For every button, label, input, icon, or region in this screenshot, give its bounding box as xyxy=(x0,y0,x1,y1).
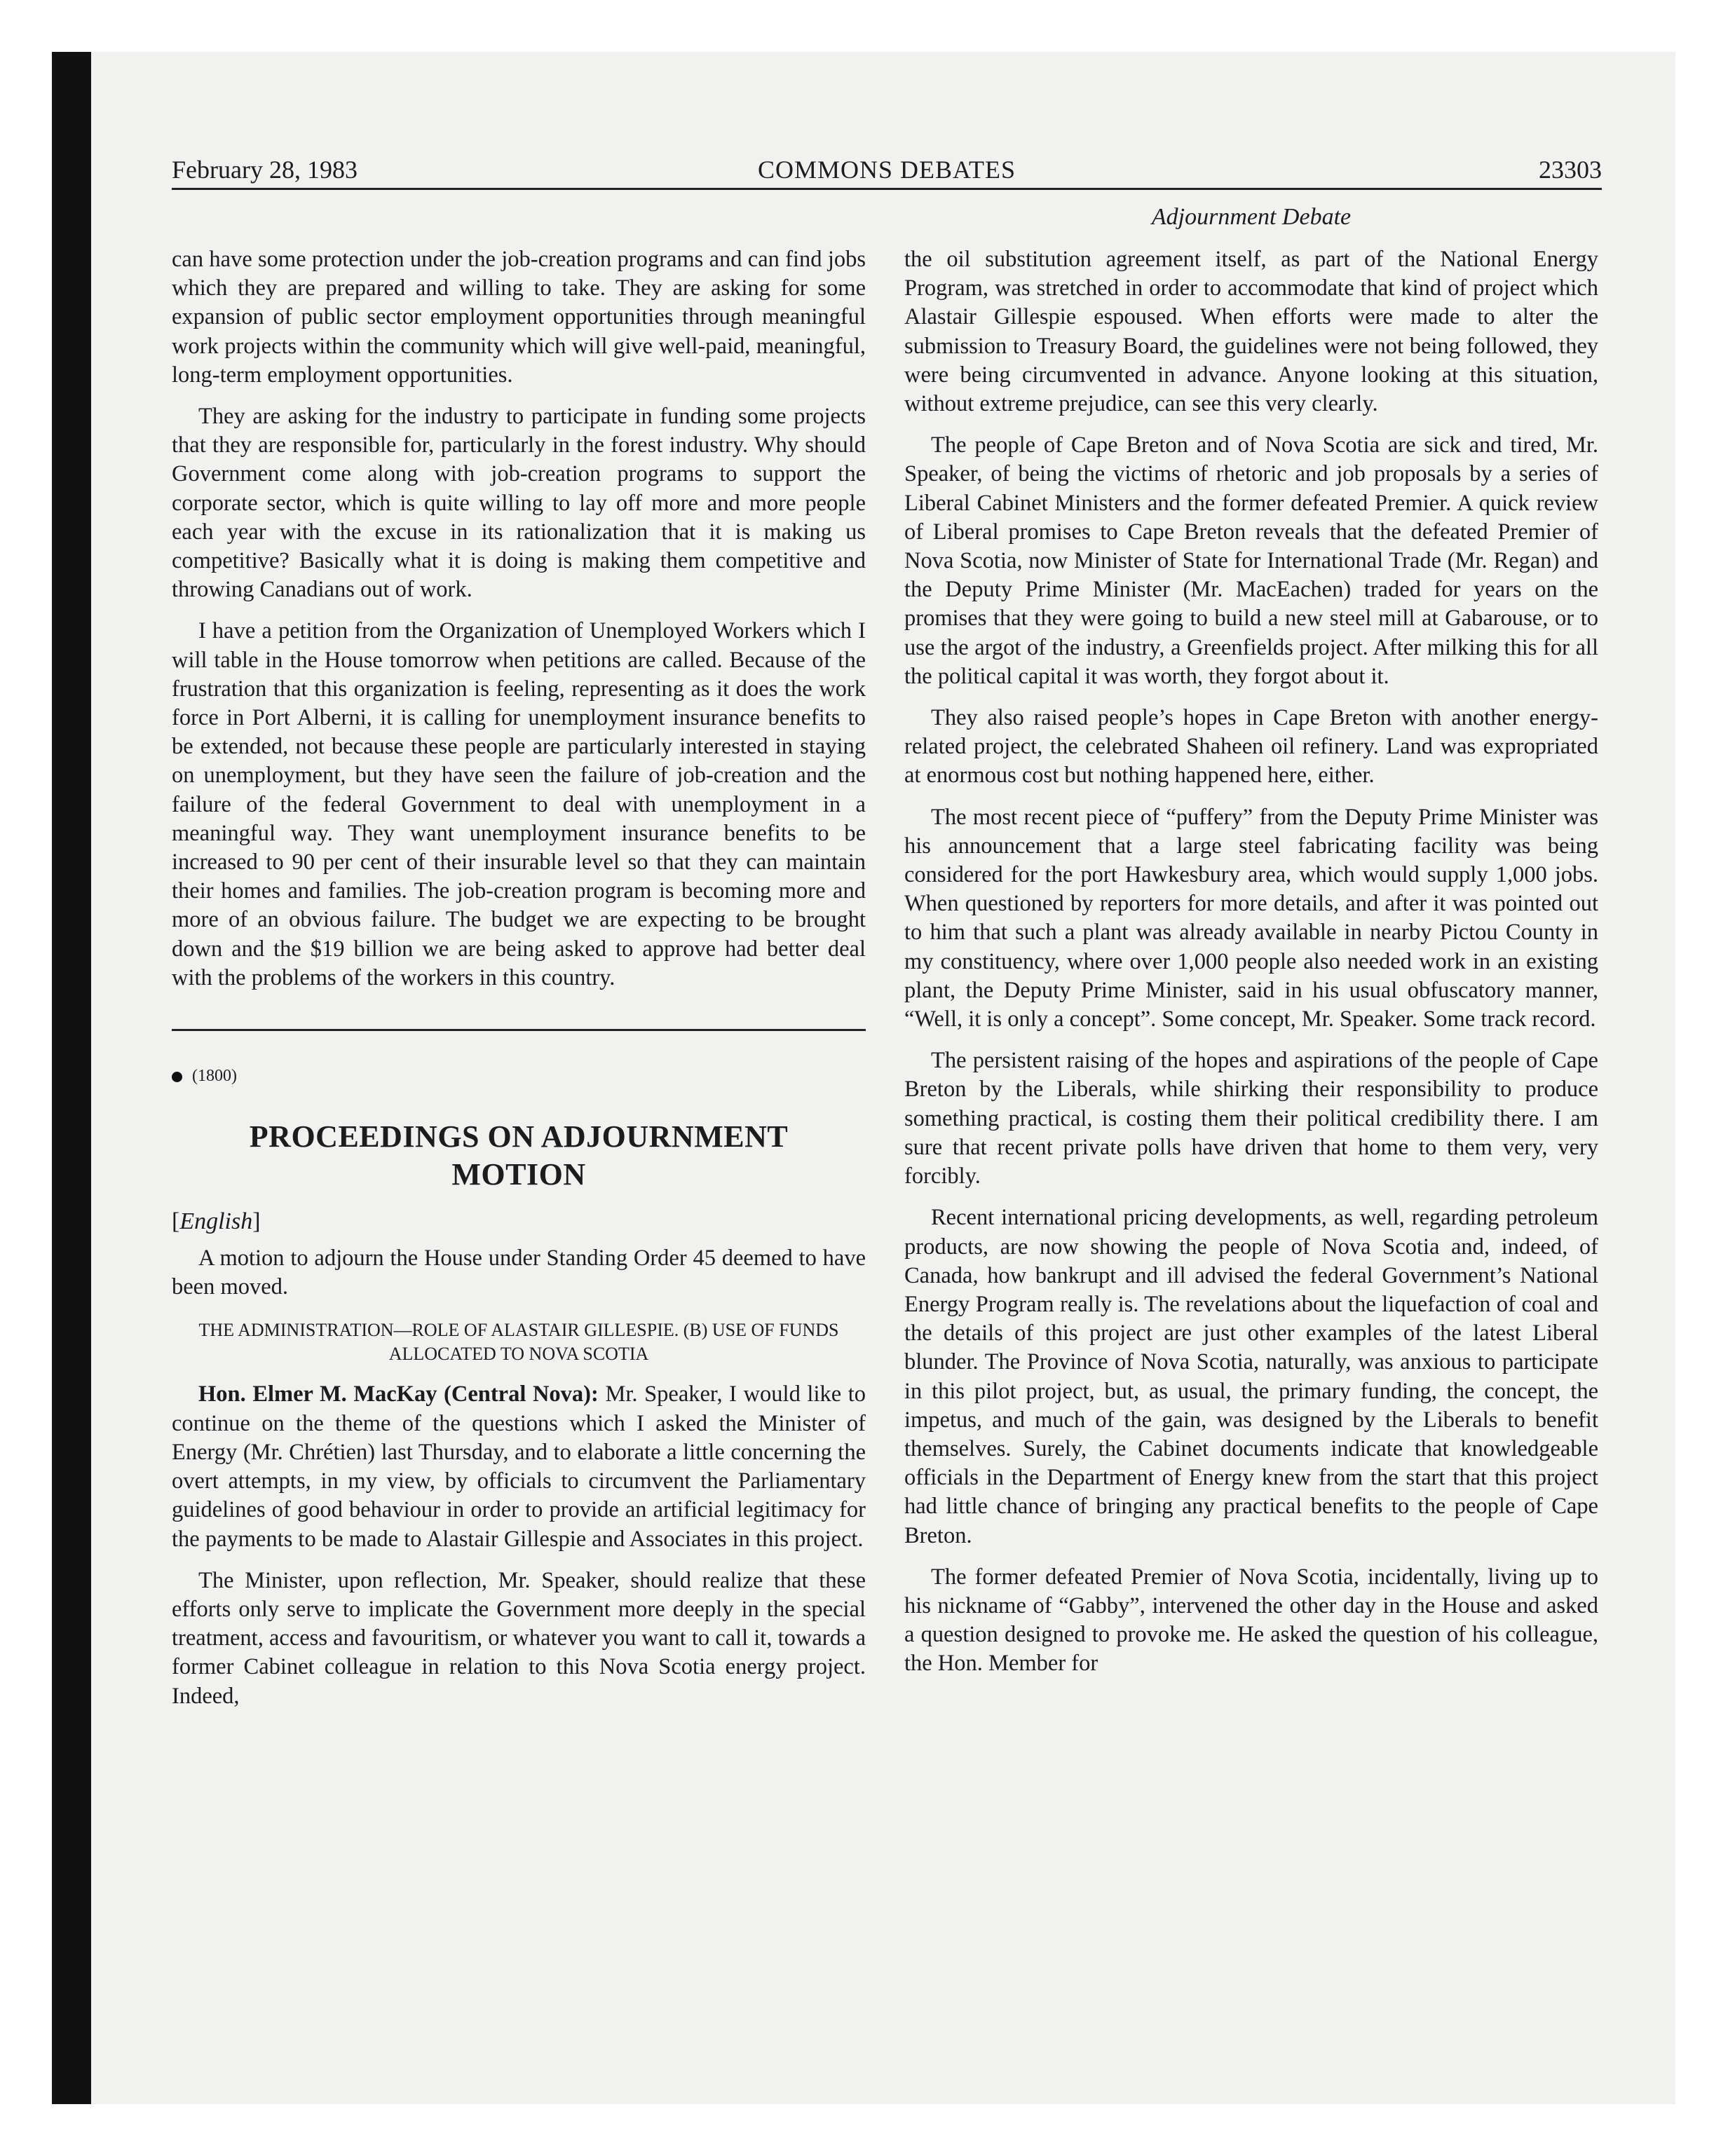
speaker-name: Hon. Elmer M. MacKay (Central Nova): xyxy=(198,1381,599,1407)
paragraph: Recent international pricing developments, as well, regarding petroleum products, are now showing the people of Nova Scotia and, indeed, of Canada, how bankrupt and ill advised the federal Government’s National Energy Program really is. The revelations about the liquefaction of coal and the details of this project are just other examples of the latest Liberal blunder. The Province of Nova Scotia, naturally, was anxious to participate in this pilot project, but, as usual, the primary funding, the concept, the impetus, and much of the gain, was designed by the Liberals to benefit themselves. Surely, the Cabinet documents indicate that knowledgeable officials in the Department of Energy knew from the start that this project had little chance of bringing any practical benefits to the people of Cape Breton. xyxy=(904,1205,1598,1548)
section-divider xyxy=(172,1029,866,1031)
debate-subheading: THE ADMINISTRATION—ROLE OF ALASTAIR GILLESPIE. (B) USE OF FUNDS ALLOCATED TO NOVA SCOTIA xyxy=(198,1320,839,1365)
paragraph: The Minister, upon reflection, Mr. Speaker, should realize that these efforts only serve to implicate the Government more deeply in the special treatment, access and favouritism, or whatever you want to call it, towards a former Cabinet colleague in relation to this Nova Scotia energy project. Indeed, xyxy=(172,1567,866,1709)
language-tag: [English] xyxy=(172,1208,261,1235)
speech-paragraph xyxy=(172,1380,866,1553)
timestamp xyxy=(172,1062,866,1090)
paragraph: The most recent piece of “puffery” from the Deputy Prime Minister was his announcement that a large steel fabricating facility was being considered for the port Hawkesbury area, which would supply 1,000 jobs. When questioned by reporters for more details, and after it was pointed out to him that such a plant was already available in nearby Pictou County in my constituency, where over 1,000 people also needed work in an existing plant, the Deputy Prime Minister, said in his usual obfuscatory manner, “Well, it is only a concept”. Some concept, Mr. Speaker. Some track record. xyxy=(904,804,1598,1032)
paragraph: The former defeated Premier of Nova Scotia, incidentally, living up to his nickname of “Gabby”, intervened the other day in the House and asked a question designed to provoke me. He asked the question of his colleague, the Hon. Member for xyxy=(904,1564,1598,1677)
paragraph: The persistent raising of the hopes and aspirations of the people of Cape Breton by the Liberals, while shirking their responsibility to produce something practical, is costing them their political credibility there. I am sure that recent private polls have driven that home to them very, very forcibly. xyxy=(904,1048,1598,1189)
column-heading: Adjournment Debate xyxy=(1151,204,1352,230)
header-publication: COMMONS DEBATES xyxy=(757,156,1016,184)
section-title: PROCEEDINGS ON ADJOURNMENT MOTION xyxy=(249,1119,789,1192)
paragraph: I have a petition from the Organization of Unemployed Workers which I will table in the House tomorrow when petitions are called. Because of the frustration that this organization is feeling, representing as it does the work force in Port Alberni, it is calling for unemployment insurance benefits to be extended, not because these people are particularly interested in staying on unemployment, but they have seen the failure of job-creation and the failure of the federal Government to deal with unemployment in a meaningful way. They want unemployment insurance benefits to be increased to 90 per cent of their insurable level so that they can maintain their homes and families. The job-creation program is becoming more and more of an obvious failure. The budget we are expecting to be brought down and the $19 billion we are being asked to approve had better deal with the problems of the workers in this country. xyxy=(172,618,866,990)
paragraph: They are asking for the industry to participate in funding some projects that they are responsible for, particularly in the forest industry. Why should Government come along with job-creation programs to support the corporate sector, which is quite willing to lay off more and more people each year with the excuse in its rationalization that it is making us competitive? Basically what it is doing is making them competitive and throwing Canadians out of work. xyxy=(172,404,866,603)
scan-edge xyxy=(52,52,91,2104)
paragraph: the oil substitution agreement itself, as part of the National Energy Program, was stretched in order to accommodate that kind of project which Alastair Gillespie espoused. When efforts were made to alter the submission to Treasury Board, the guidelines were not being followed, they were being circumvented in advance. Anyone looking at this situation, without extreme prejudice, can see this very clearly. xyxy=(904,247,1598,417)
header-page-number: 23303 xyxy=(1539,156,1602,184)
paragraph: can have some protection under the job-creation programs and can find jobs which they are prepared and willing to take. They are asking for some expansion of public sector employment opportunities through meaningful work projects within the community which will give well-paid, meaningful, long-term employment opportunities. xyxy=(172,247,866,388)
header-date: February 28, 1983 xyxy=(172,156,358,184)
language-tag-text: English xyxy=(179,1208,253,1235)
running-head xyxy=(172,151,1602,190)
paragraph: The people of Cape Breton and of Nova Scotia are sick and tired, Mr. Speaker, of being the victims of rhetoric and job proposals by a series of Liberal Cabinet Ministers and the former defeated Premier. A quick review of Liberal promises to Cape Breton reveals that the defeated Premier of Nova Scotia, now Minister of State for International Trade (Mr. Regan) and the Deputy Prime Minister (Mr. MacEachen) traded for years on the promises that they were going to build a new steel mill at Gabarouse, or to use the argot of the industry, a Greenfields project. After milking this for all the political capital it was worth, they forgot about it. xyxy=(904,432,1598,689)
left-column xyxy=(172,245,866,1724)
right-column xyxy=(904,245,1598,1691)
motion-paragraph: A motion to adjourn the House under Standing Order 45 deemed to have been moved. xyxy=(172,1246,866,1300)
speech-text: Mr. Speaker, I would like to continue on the theme of the questions which I asked the Minister of Energy (Mr. Chrétien) last Thursday, and to elaborate a little concerning the overt attempts, in my view, by officials to circumvent the Parliamentary guidelines of good behaviour in order to provide an artificial legitimacy for the payments to be made to Alastair Gillespie and Associates in this project. xyxy=(172,1381,866,1552)
bullet-dot-icon xyxy=(172,1072,182,1082)
paragraph: They also raised people’s hopes in Cape Breton with another energy-related project, the celebrated Shaheen oil refinery. Land was expropriated at enormous cost but nothing happened here, either. xyxy=(904,705,1598,789)
timestamp-text: (1800) xyxy=(192,1067,237,1086)
